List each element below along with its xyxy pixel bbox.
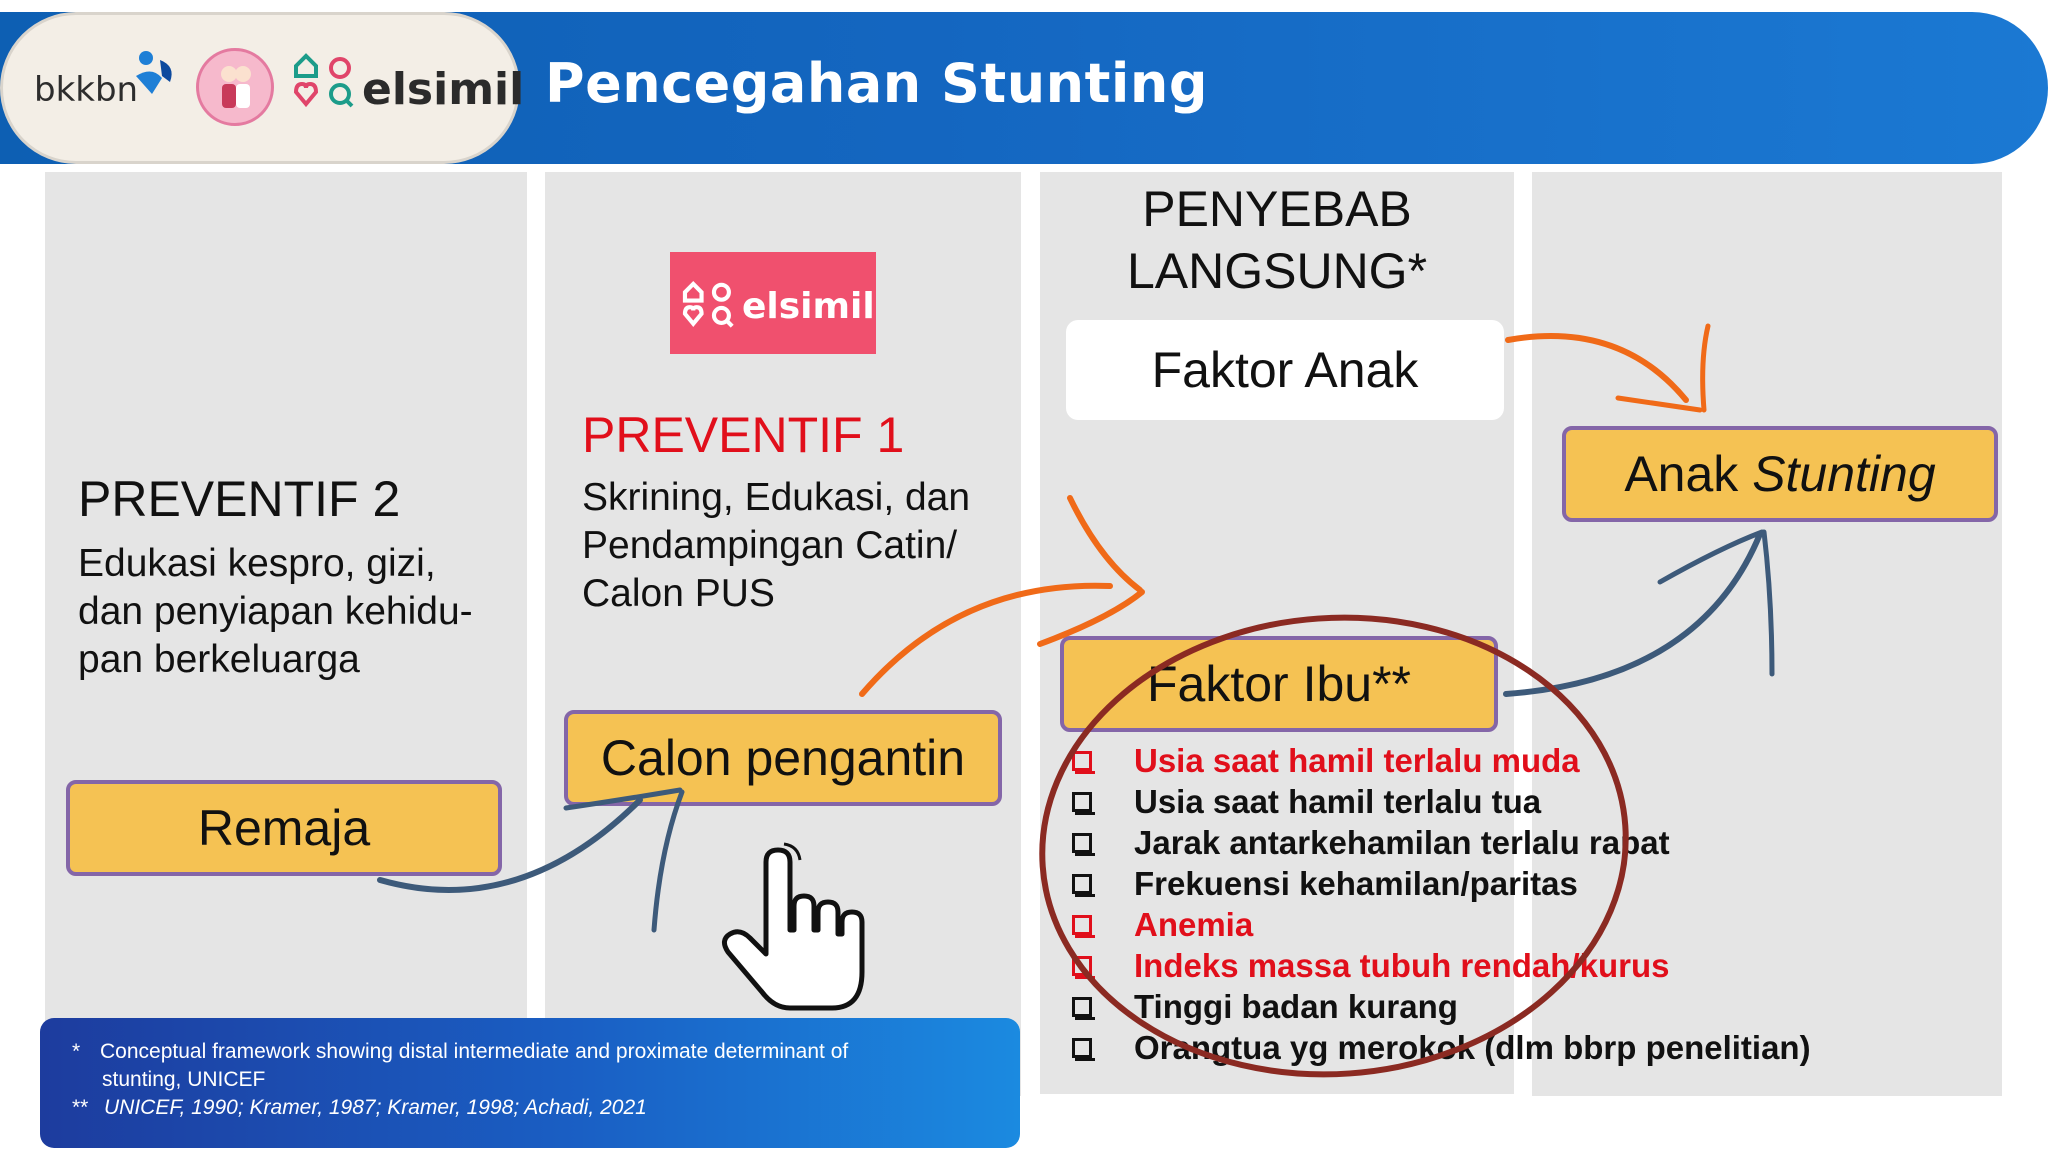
checklist-item-text: Anemia	[1134, 905, 1254, 943]
arrow-faktor-ibu-to-stunting	[1506, 534, 1760, 694]
checklist-item-text: Usia saat hamil terlalu tua	[1134, 782, 1542, 820]
description-line: pan berkeluarga	[78, 638, 360, 681]
footnote-line-3: UNICEF, 1990; Kramer, 1987; Kramer, 1998; Achadi, 2021	[104, 1096, 647, 1119]
description-line: Skrining, Edukasi, dan	[582, 476, 971, 519]
anak-prefix: Anak	[1624, 446, 1753, 502]
arrowhead-stroke	[654, 792, 682, 930]
description-line: Edukasi kespro, gizi,	[78, 542, 436, 585]
arrow-faktor-anak-to-stunting	[1508, 336, 1686, 400]
arrow-remaja-to-catin	[380, 800, 640, 890]
elsimil-badge-text: elsimil	[742, 286, 875, 327]
footnote-line-2: stunting, UNICEF	[102, 1068, 266, 1091]
title-line: LANGSUNG*	[1126, 243, 1428, 299]
checklist-item-text: Tinggi badan kurang	[1134, 987, 1458, 1025]
arrowhead-stroke	[1764, 532, 1772, 674]
checklist-item-text: Usia saat hamil terlalu muda	[1134, 741, 1580, 779]
arrowhead-stroke	[566, 790, 680, 808]
faktor-anak-label: Faktor Anak	[1151, 342, 1419, 398]
checklist-item-text: Frekuensi kehamilan/paritas	[1134, 864, 1578, 902]
highlight-circle	[1027, 598, 1641, 1094]
calon-pengantin-label: Calon pengantin	[600, 730, 966, 786]
arrowhead-stroke	[1703, 326, 1708, 410]
arrowhead-stroke	[1070, 498, 1140, 590]
checklist-item-text: Indeks massa tubuh rendah/kurus	[1134, 946, 1670, 984]
stunting-italic: Stunting	[1752, 446, 1936, 502]
footnote-mark-1: *	[72, 1040, 81, 1063]
description-line: Pendampingan Catin/	[582, 524, 958, 567]
preventif-1-title: PREVENTIF 1	[582, 407, 905, 463]
description-line: Calon PUS	[582, 572, 775, 615]
preventif-2-title: PREVENTIF 2	[78, 471, 401, 527]
description-line: dan penyiapan kehidu-	[78, 590, 473, 633]
arrowhead-stroke	[1040, 592, 1142, 644]
bkkbn-logo-text: bkkbn	[34, 70, 139, 110]
elsimil-logo-text: elsimil	[362, 64, 525, 115]
footnote-line-1: Conceptual framework showing distal intermediate and proximate determinant of	[100, 1040, 849, 1063]
arrow-catin-to-faktor-ibu	[862, 586, 1110, 694]
pointing-hand-icon	[724, 844, 862, 1008]
footnote-mark-2: **	[72, 1096, 89, 1119]
title-line: PENYEBAB	[1142, 181, 1412, 237]
faktor-ibu-label: Faktor Ibu**	[1146, 656, 1411, 712]
page-title: Pencegahan Stunting	[545, 52, 1209, 115]
remaja-label: Remaja	[197, 800, 371, 856]
checklist-item-text: Orangtua yg merokok (dlm bbrp penelitian)	[1134, 1028, 1811, 1066]
checklist-item-text: Jarak antarkehamilan terlalu rapat	[1134, 823, 1670, 861]
